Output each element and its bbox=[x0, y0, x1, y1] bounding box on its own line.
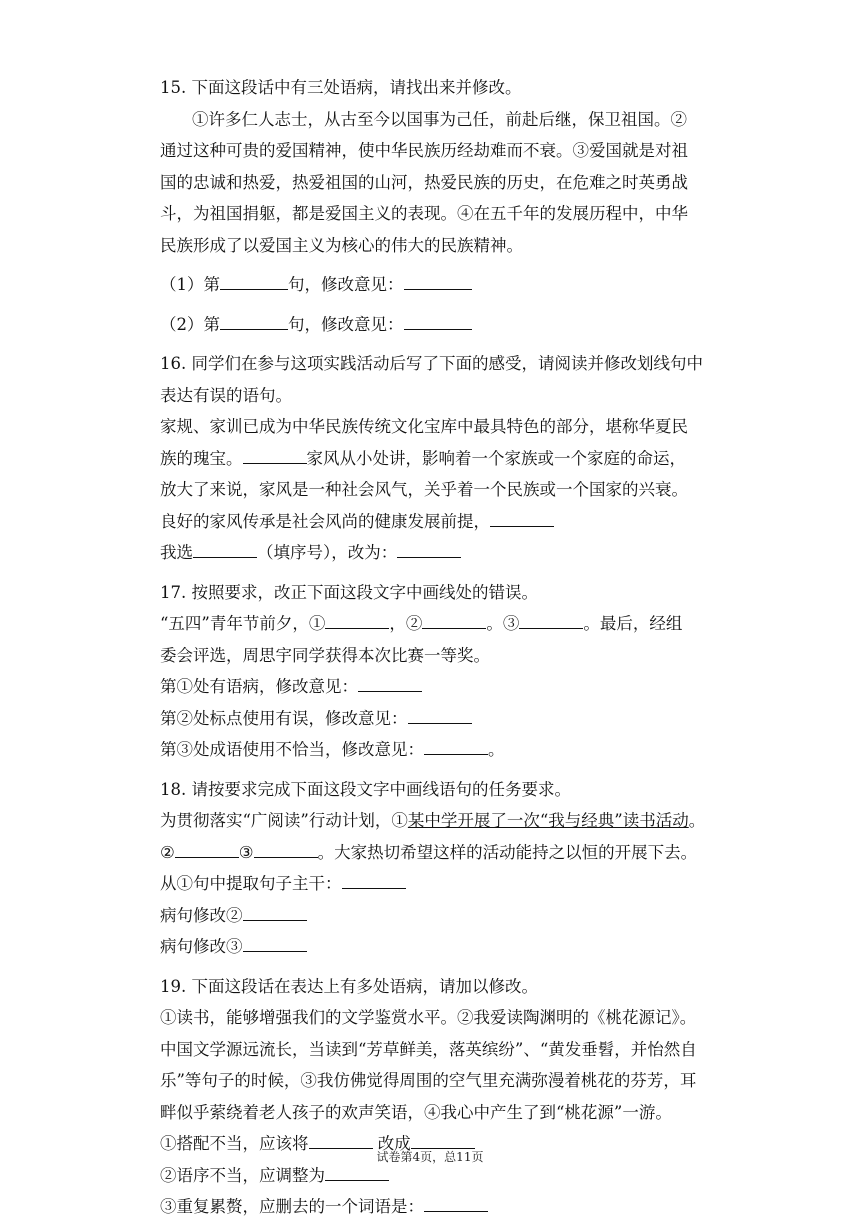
answer-blank[interactable] bbox=[243, 933, 307, 952]
answer-blank[interactable] bbox=[408, 705, 472, 724]
answer-blank[interactable] bbox=[404, 311, 472, 330]
q18-answer-3: 病句修改③ bbox=[160, 931, 750, 963]
answer-blank[interactable] bbox=[220, 271, 288, 290]
q15-passage-line: 民族形成了以爱国主义为核心的伟大的民族精神。 bbox=[160, 235, 523, 255]
answer-blank[interactable] bbox=[193, 539, 257, 558]
q17-passage-line: “五四”青年节前夕，① ，② 。③ 。最后，经组 bbox=[160, 608, 750, 640]
q16-passage-line: 家规、家训已成为中华民族传统文化宝库中最具特色的部分，堪称华夏民 bbox=[160, 417, 688, 436]
answer-blank[interactable] bbox=[490, 508, 554, 527]
q15-title: 15. 下面这段话中有三处语病，请找出来并修改。 bbox=[160, 78, 522, 97]
answer-blank[interactable] bbox=[519, 610, 583, 629]
answer-blank[interactable] bbox=[175, 839, 239, 858]
answer-blank[interactable] bbox=[404, 271, 472, 290]
q19-passage-line: ①读书，能够增强我们的文学鉴赏水平。②我爱读陶渊明的《桃花源记》。 bbox=[160, 1008, 697, 1027]
q15-passage-line: 通过这种可贵的爱国精神，使中华民族历经劫难而不衰。③爱国就是对祖 bbox=[160, 141, 688, 160]
answer-blank[interactable] bbox=[309, 1130, 373, 1149]
q17-answer-1: 第①处有语病，修改意见： bbox=[160, 671, 750, 703]
answer-blank[interactable] bbox=[325, 610, 389, 629]
answer-blank[interactable] bbox=[358, 673, 422, 692]
q18-passage-line: 为贯彻落实“广阅读”行动计划，①某中学开展了一次“我与经典”读书活动。 bbox=[160, 811, 706, 830]
q15-answer-1: （1）第 句，修改意见： bbox=[160, 269, 750, 301]
answer-blank[interactable] bbox=[424, 736, 488, 755]
q15-passage-line: 斗，为祖国捐躯，都是爱国主义的表现。④在五千年的发展历程中，中华 bbox=[160, 204, 688, 223]
q17-title: 17. 按照要求，改正下面这段文字中画线处的错误。 bbox=[160, 582, 538, 602]
q15-passage-line: 国的忠诚和热爱，热爱祖国的山河，热爱民族的历史，在危难之时英勇战 bbox=[160, 172, 688, 192]
answer-blank[interactable] bbox=[243, 445, 307, 464]
answer-blank[interactable] bbox=[424, 1193, 488, 1212]
q16-passage-line: 族的瑰宝。 家风从小处讲，影响着一个家族或一个家庭的命运， bbox=[160, 443, 750, 475]
answer-blank[interactable] bbox=[220, 311, 288, 330]
q15-passage-line: ①许多仁人志士，从古至今以国事为己任，前赴后继，保卫祖国。② bbox=[192, 109, 687, 129]
underlined-sentence: 某中学开展了一次“我与经典”读书活动 bbox=[407, 811, 689, 830]
q19-title: 19. 下面这段话在表达上有多处语病，请加以修改。 bbox=[160, 976, 538, 996]
q19-answer-2: ②语序不当，应调整为 bbox=[160, 1160, 750, 1192]
q19-passage-line: 畔似乎萦绕着老人孩子的欢声笑语，④我心中产生了到“桃花源”一游。 bbox=[160, 1102, 672, 1122]
answer-blank[interactable] bbox=[342, 870, 406, 889]
q19-answer-3: ③重复累赘，应删去的一个词语是： bbox=[160, 1191, 750, 1223]
page-content bbox=[160, 72, 750, 1223]
q18-answer-1: 从①句中提取句子主干： bbox=[160, 868, 750, 900]
q16-answer: 我选 （填序号），改为： bbox=[160, 537, 750, 569]
q19-answer-1: ①搭配不当，应该将 改成 bbox=[160, 1128, 750, 1160]
q16-passage-line: 放大了来说，家风是一种社会风气，关乎着一个民族或一个国家的兴衰。 bbox=[160, 480, 688, 499]
q18-title: 18. 请按要求完成下面这段文字中画线语句的任务要求。 bbox=[160, 779, 571, 799]
q16-title: 16. 同学们在参与这项实践活动后写了下面的感受，请阅读并修改划线句中 bbox=[160, 354, 703, 373]
q16-title: 表达有误的语句。 bbox=[160, 385, 292, 405]
q15-answer-2: （2）第 句，修改意见： bbox=[160, 309, 750, 341]
q16-passage-line: 良好的家风传承是社会风尚的健康发展前提， bbox=[160, 506, 750, 538]
q19-passage-line: 乐”等句子的时候，③我仿佛觉得周围的空气里充满弥漫着桃花的芬芳，耳 bbox=[160, 1071, 697, 1090]
answer-blank[interactable] bbox=[243, 902, 307, 921]
q17-answer-2: 第②处标点使用有误，修改意见： bbox=[160, 703, 750, 735]
answer-blank[interactable] bbox=[411, 1130, 475, 1149]
q17-answer-3: 第③处成语使用不恰当，修改意见： 。 bbox=[160, 734, 750, 766]
q18-passage-line: ② ③ 。大家热切希望这样的活动能持之以恒的开展下去。 bbox=[160, 837, 750, 869]
page-footer: 试卷第4页，总11页 bbox=[376, 1150, 484, 1164]
q19-passage-line: 中国文学源远流长，当读到“芳草鲜美，落英缤纷”、“黄发垂髫，并怡然自 bbox=[160, 1039, 697, 1059]
q17-passage-line: 委会评选，周思宇同学获得本次比赛一等奖。 bbox=[160, 645, 490, 665]
answer-blank[interactable] bbox=[254, 839, 318, 858]
q18-answer-2: 病句修改② bbox=[160, 900, 750, 932]
answer-blank[interactable] bbox=[422, 610, 486, 629]
answer-blank[interactable] bbox=[397, 539, 461, 558]
